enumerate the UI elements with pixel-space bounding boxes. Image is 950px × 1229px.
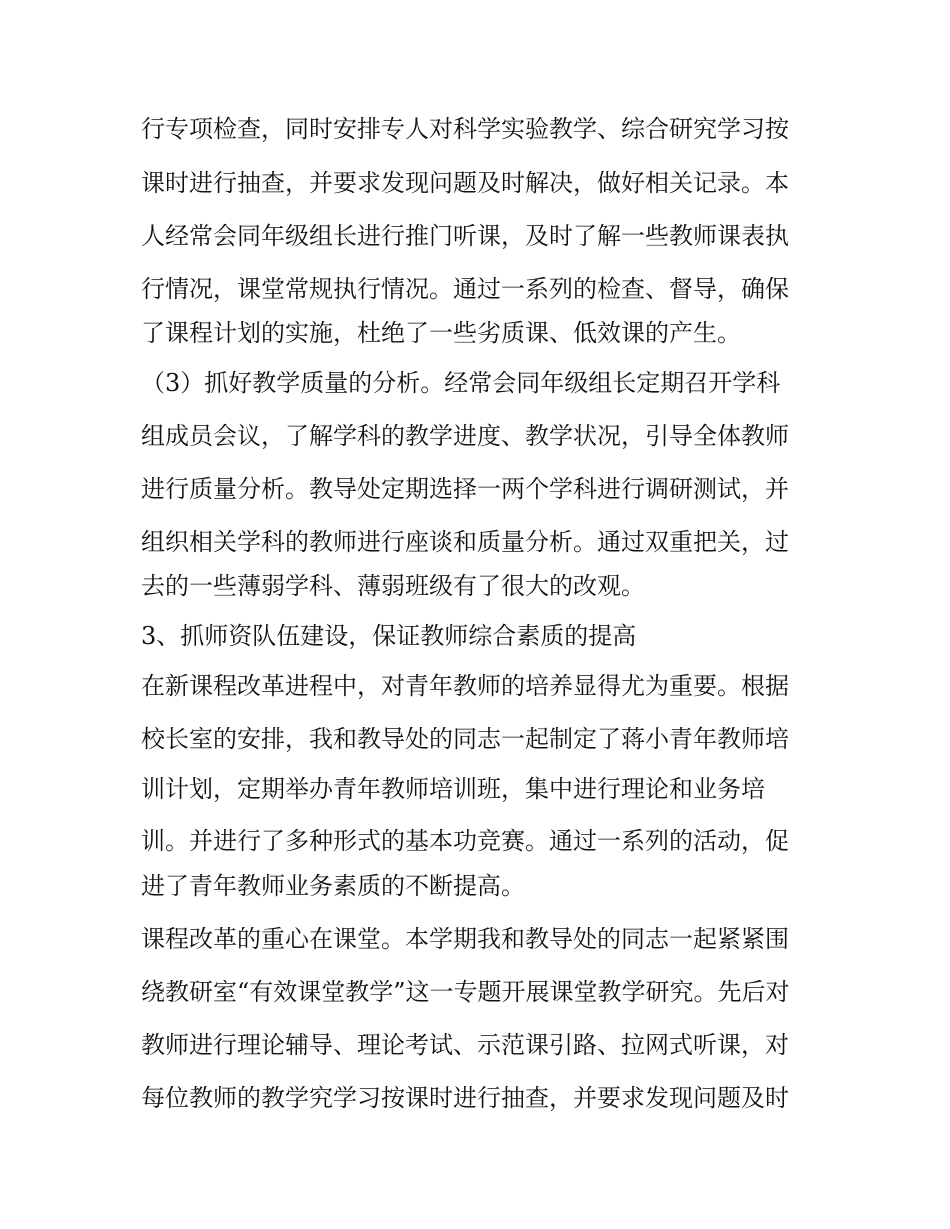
- text-line: 人经常会同年级组长进行推门听课，及时了解一些教师课表执: [141, 222, 789, 250]
- text-line: 训计划，定期举办青年教师培训班，集中进行理论和业务培: [141, 775, 765, 803]
- text-line: （3）抓好教学质量的分析。经常会同年级组长定期召开学科: [141, 369, 781, 397]
- text-line: 了课程计划的实施，杜绝了一些劣质课、低效课的产生。: [141, 319, 741, 347]
- text-line: 校长室的安排，我和教导处的同志一起制定了蒋小青年教师培: [141, 725, 789, 753]
- text-line: 行专项检查，同时安排专人对科学实验教学、综合研究学习按: [141, 115, 789, 143]
- text-line: 训。并进行了多种形式的基本功竞赛。通过一系列的活动，促: [141, 827, 789, 855]
- text-line: 进了青年教师业务素质的不断提高。: [141, 872, 525, 900]
- text-line: 教师进行理论辅导、理论考试、示范课引路、拉网式听课，对: [141, 1031, 789, 1059]
- section-heading: 3、抓师资队伍建设，保证教师综合素质的提高: [141, 622, 637, 650]
- text-line: 课时进行抽查，并要求发现问题及时解决，做好相关记录。本: [141, 169, 789, 197]
- text-line: 行情况，课堂常规执行情况。通过一系列的检查、督导，确保: [141, 275, 789, 303]
- text-line: 去的一些薄弱学科、薄弱班级有了很大的改观。: [141, 572, 645, 600]
- text-line: 绕教研室“有效课堂教学”这一专题开展课堂教学研究。先后对: [141, 978, 790, 1006]
- text-line: 每位教师的教学究学习按课时进行抽查，并要求发现问题及时: [141, 1084, 789, 1112]
- text-line: 组成员会议，了解学科的教学进度、教学状况，引导全体教师: [141, 422, 789, 450]
- text-line: 在新课程改革进程中，对青年教师的培养显得尤为重要。根据: [141, 672, 789, 700]
- text-line: 进行质量分析。教导处定期选择一两个学科进行调研测试，并: [141, 475, 789, 503]
- text-line: 组织相关学科的教师进行座谈和质量分析。通过双重把关，过: [141, 528, 789, 556]
- text-line: 课程改革的重心在课堂。本学期我和教导处的同志一起紧紧围: [141, 925, 789, 953]
